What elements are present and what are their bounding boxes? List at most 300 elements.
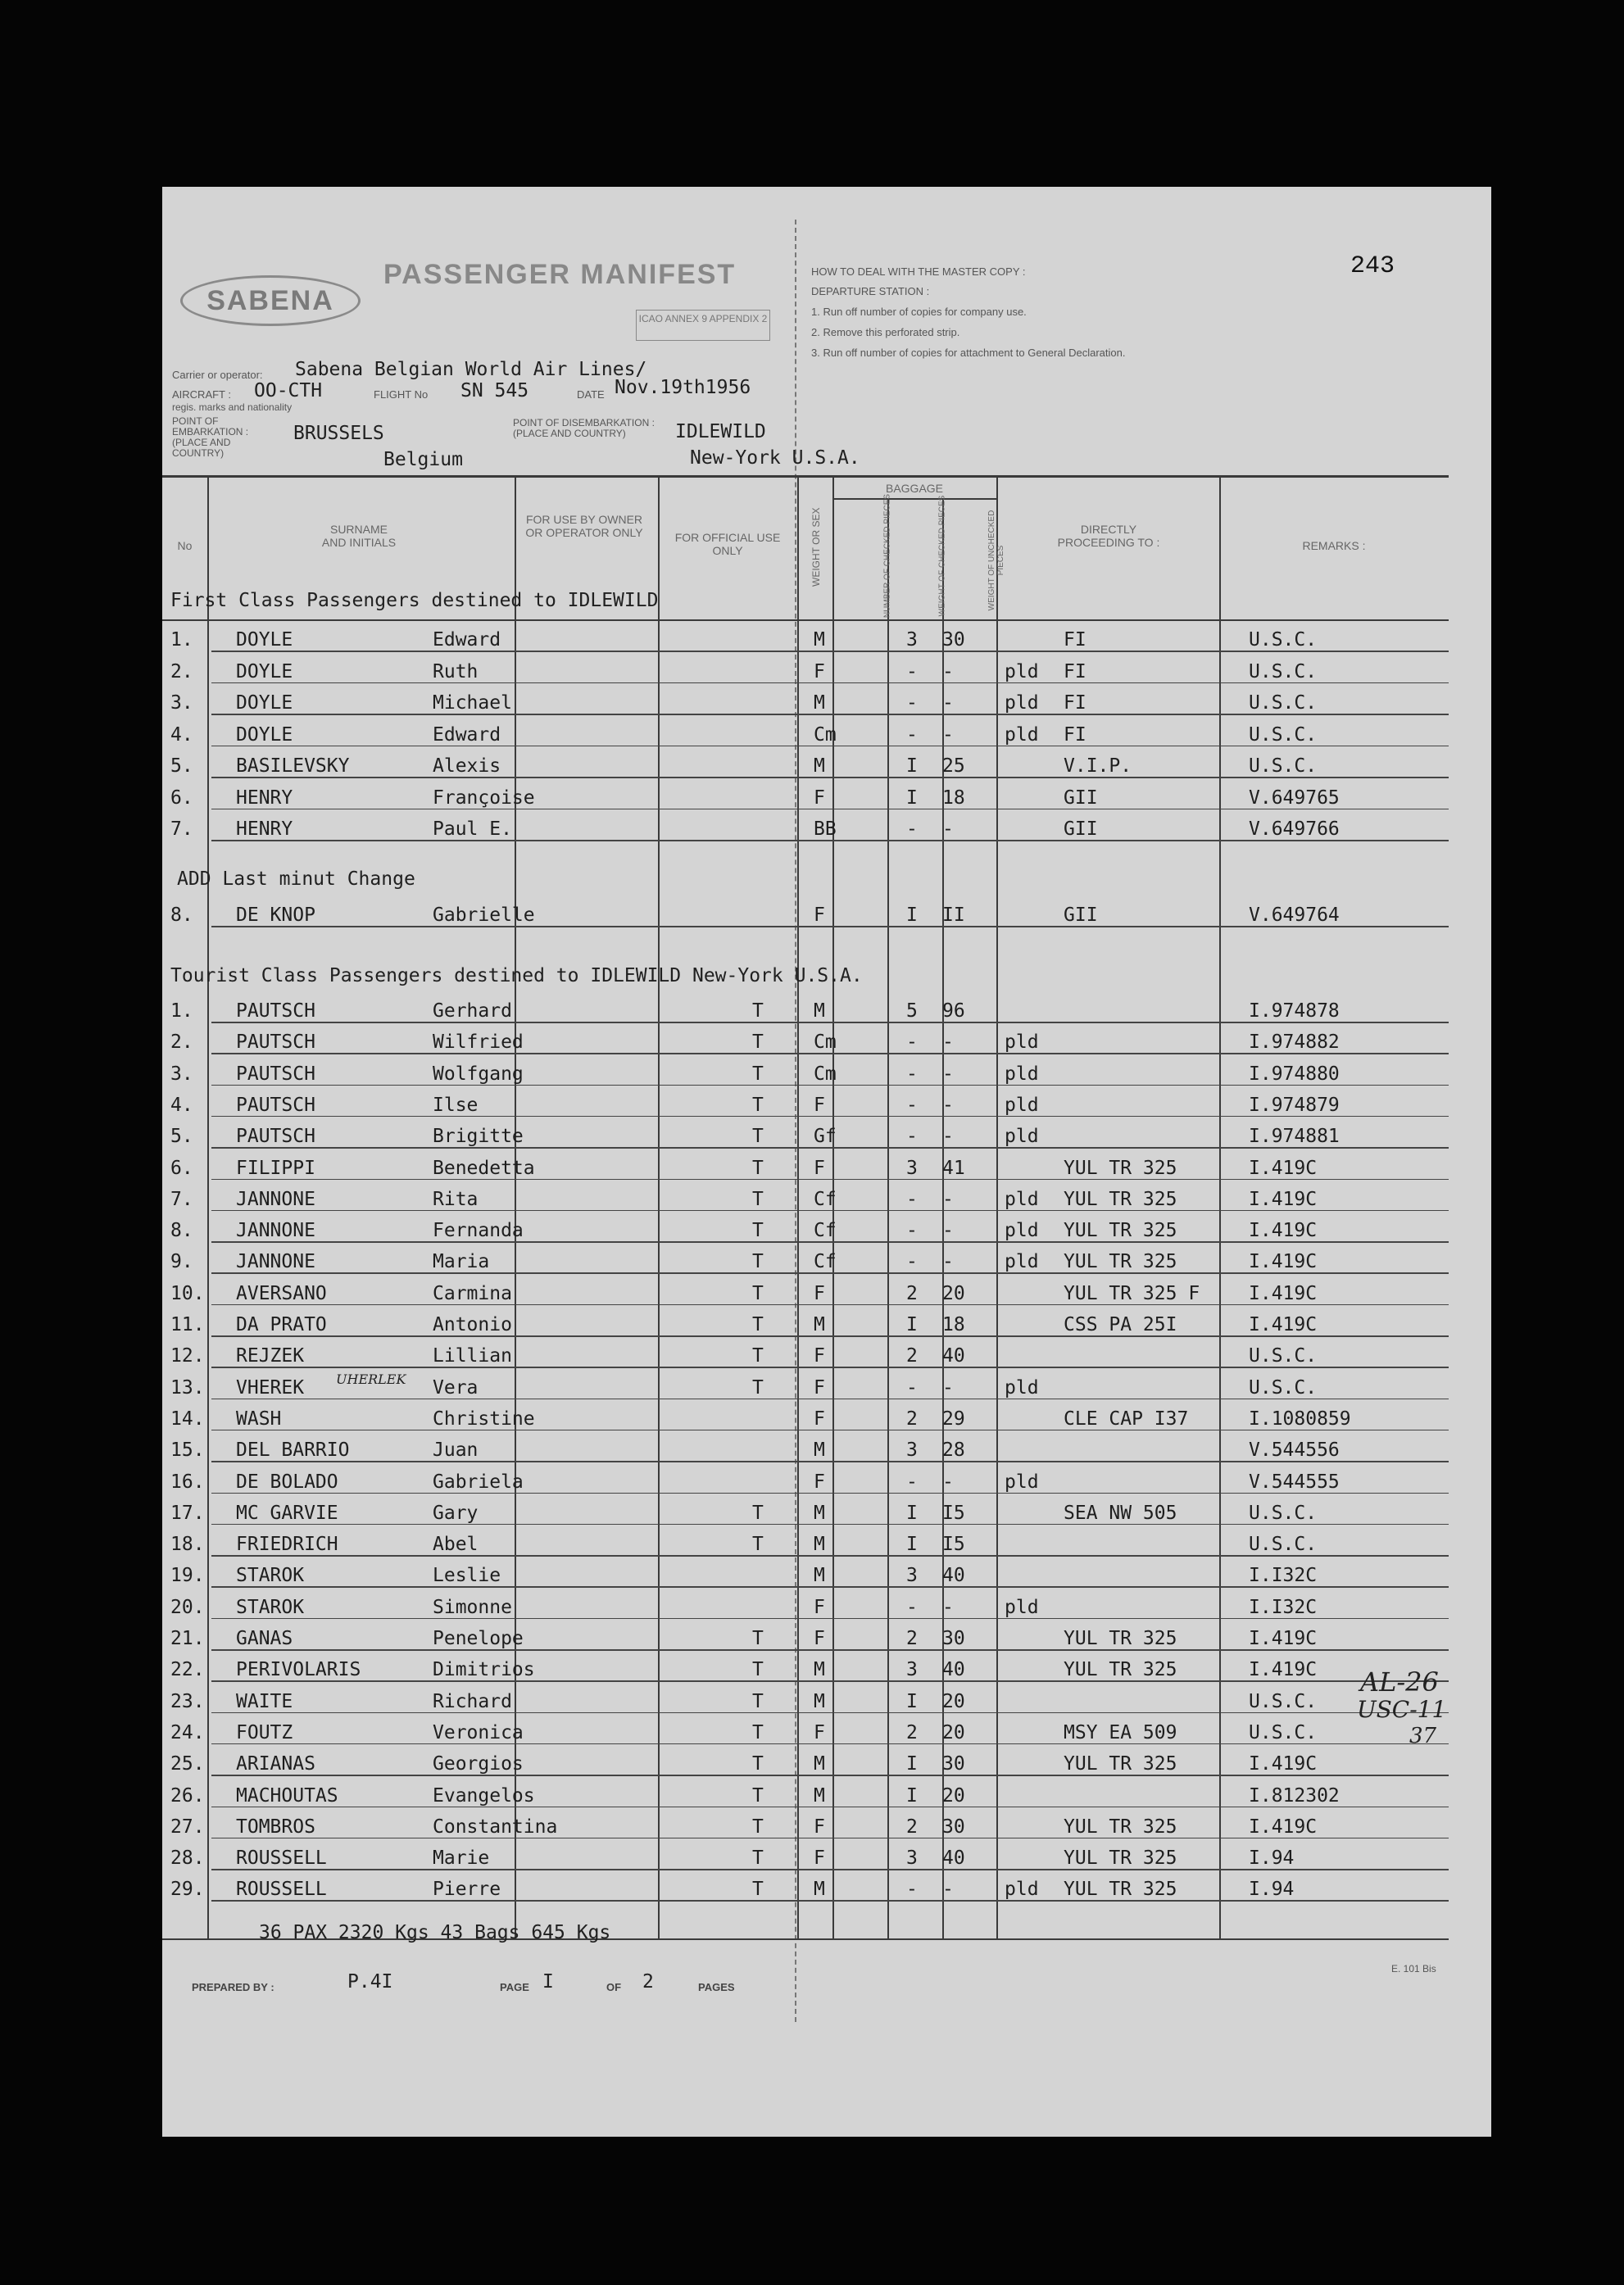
- cell-given: Leslie: [433, 1565, 501, 1587]
- cell-no: 21.: [170, 1628, 205, 1649]
- cell-cls: T: [752, 1816, 764, 1838]
- cell-dest: FI: [1064, 723, 1086, 746]
- cell-surname: DE BOLADO: [236, 1471, 338, 1493]
- cell-surname: DE KNOP: [236, 904, 315, 926]
- cell-sex: Cm: [814, 723, 837, 746]
- cell-given: Ruth: [433, 660, 479, 682]
- cell-wt: -: [942, 1188, 954, 1210]
- cell-remark: I.974881: [1249, 1126, 1340, 1148]
- passenger-row: [162, 1151, 1491, 1182]
- cell-cls: T: [752, 1094, 764, 1116]
- cell-dest: YUL TR 325: [1064, 1220, 1177, 1242]
- cell-surname: DA PRATO: [236, 1314, 327, 1335]
- cell-sex: Gf: [814, 1126, 837, 1148]
- cell-surname: PAUTSCH: [236, 1063, 315, 1085]
- cell-dest: YUL TR 325: [1064, 1188, 1177, 1210]
- row-rule: [211, 651, 1449, 652]
- passenger-row: [162, 1496, 1491, 1527]
- row-rule: [211, 1461, 1449, 1462]
- cell-remark: V.649765: [1249, 787, 1340, 809]
- cell-pcs: 3: [906, 1565, 918, 1587]
- cell-given: Maria: [433, 1251, 490, 1273]
- passenger-row: [162, 623, 1491, 654]
- cell-dest: FI: [1064, 660, 1086, 682]
- cell-sex: F: [814, 1628, 825, 1649]
- cell-no: 4.: [170, 723, 193, 746]
- disembark-country: New-York U.S.A.: [690, 447, 860, 469]
- cell-wt: -: [942, 1251, 954, 1273]
- cell-remark: U.S.C.: [1249, 1721, 1318, 1743]
- cell-pcs: I: [906, 1502, 918, 1524]
- cell-given: Alexis: [433, 755, 501, 777]
- cell-pcs: -: [906, 1471, 918, 1493]
- cell-wt: 30: [942, 1753, 965, 1775]
- cell-no: 25.: [170, 1753, 205, 1775]
- passenger-row: [162, 1779, 1491, 1810]
- cell-dest: MSY EA 509: [1064, 1721, 1177, 1743]
- col-proceeding-header: DIRECTLY PROCEEDING TO :: [1057, 523, 1160, 549]
- cell-no: 13.: [170, 1376, 205, 1399]
- row-rule: [211, 1775, 1449, 1776]
- cell-unchk: pld: [1005, 1126, 1039, 1148]
- cell-no: 18.: [170, 1534, 205, 1556]
- cell-wt: -: [942, 1063, 954, 1085]
- cell-cls: T: [752, 1879, 764, 1901]
- cell-remark: V.649766: [1249, 818, 1340, 840]
- cell-given: Michael: [433, 692, 512, 714]
- cell-surname: PAUTSCH: [236, 1031, 315, 1054]
- row-rule: [211, 714, 1449, 715]
- cell-remark: I.94: [1249, 1879, 1295, 1901]
- row-rule: [211, 1493, 1449, 1494]
- cell-sex: Cf: [814, 1251, 837, 1273]
- cell-wt: -: [942, 1376, 954, 1399]
- cell-surname: AVERSANO: [236, 1282, 327, 1304]
- instruction-step: 3. Run off number of copies for attachment to General Declaration.: [811, 347, 1126, 359]
- cell-sex: F: [814, 1721, 825, 1743]
- passenger-row: [162, 1653, 1491, 1684]
- cell-sex: F: [814, 787, 825, 809]
- cell-wt: 40: [942, 1659, 965, 1681]
- cell-surname: JANNONE: [236, 1220, 315, 1242]
- col-no-header: No: [177, 539, 193, 552]
- cell-no: 5.: [170, 755, 193, 777]
- cell-surname: BASILEVSKY: [236, 755, 350, 777]
- passenger-row: [162, 1245, 1491, 1276]
- cell-no: 16.: [170, 1471, 205, 1493]
- cell-cls: T: [752, 1031, 764, 1054]
- cell-no: 14.: [170, 1408, 205, 1430]
- passenger-row: [162, 1716, 1491, 1747]
- cell-pcs: -: [906, 723, 918, 746]
- cell-remark: I.419C: [1249, 1251, 1318, 1273]
- cell-remark: I.974880: [1249, 1063, 1340, 1085]
- cell-remark: V.544556: [1249, 1439, 1340, 1462]
- cell-wt: -: [942, 723, 954, 746]
- passenger-row: [162, 781, 1491, 812]
- cell-unchk: pld: [1005, 1063, 1039, 1085]
- cell-pcs: 3: [906, 1659, 918, 1681]
- cell-pcs: 3: [906, 1157, 918, 1179]
- flight-label: FLIGHT No: [374, 388, 429, 401]
- cell-sex: M: [814, 1784, 825, 1807]
- cell-pcs: I: [906, 787, 918, 809]
- cell-surname: PAUTSCH: [236, 1000, 315, 1022]
- cell-surname: ROUSSELL: [236, 1847, 327, 1870]
- cell-given: Veronica: [433, 1721, 524, 1743]
- cell-given: Juan: [433, 1439, 479, 1462]
- cell-surname: ARIANAS: [236, 1753, 315, 1775]
- cell-sex: M: [814, 1439, 825, 1462]
- cell-dest: YUL TR 325: [1064, 1847, 1177, 1870]
- cell-unchk: pld: [1005, 692, 1039, 714]
- cell-given: Wilfried: [433, 1031, 524, 1054]
- cell-surname: STAROK: [236, 1565, 305, 1587]
- cell-surname: DOYLE: [236, 629, 293, 651]
- cell-remark: U.S.C.: [1249, 692, 1318, 714]
- cell-remark: I.1080859: [1249, 1408, 1351, 1430]
- row-rule: [211, 1900, 1449, 1902]
- cell-no: 19.: [170, 1565, 205, 1587]
- cell-remark: I.419C: [1249, 1816, 1318, 1838]
- of-value: 2: [642, 1971, 654, 1993]
- prepared-value: P.4I: [347, 1971, 393, 1993]
- cell-unchk: pld: [1005, 1471, 1039, 1493]
- cell-remark: U.S.C.: [1249, 755, 1318, 777]
- row-rule: [211, 1304, 1449, 1306]
- handwritten-margin-note: 37: [1409, 1724, 1437, 1748]
- cell-given: Antonio: [433, 1314, 512, 1335]
- cell-sex: F: [814, 1094, 825, 1116]
- cell-cls: T: [752, 1690, 764, 1712]
- cell-cls: T: [752, 1063, 764, 1085]
- cell-dest: FI: [1064, 629, 1086, 651]
- passenger-row: [162, 1308, 1491, 1339]
- cell-wt: -: [942, 1471, 954, 1493]
- cell-wt: -: [942, 1220, 954, 1242]
- cell-no: 2.: [170, 660, 193, 682]
- cell-no: 10.: [170, 1282, 205, 1304]
- passenger-row: [162, 898, 1491, 929]
- cell-sex: M: [814, 1690, 825, 1712]
- cell-surname: DOYLE: [236, 723, 293, 746]
- cell-cls: T: [752, 1188, 764, 1210]
- cell-pcs: 2: [906, 1628, 918, 1649]
- cell-given: Gabrielle: [433, 904, 535, 926]
- cell-no: 29.: [170, 1879, 205, 1901]
- cell-pcs: I: [906, 1784, 918, 1807]
- cell-pcs: 5: [906, 1000, 918, 1022]
- aircraft-label: AIRCRAFT :: [172, 388, 231, 401]
- cell-remark: I.419C: [1249, 1282, 1318, 1304]
- cell-surname: HENRY: [236, 818, 293, 840]
- cell-cls: T: [752, 1659, 764, 1681]
- cell-dest: GII: [1064, 787, 1098, 809]
- cell-no: 7.: [170, 1188, 193, 1210]
- cell-no: 28.: [170, 1847, 205, 1870]
- cell-sex: F: [814, 904, 825, 926]
- sabena-logo: SABENA: [180, 275, 361, 326]
- row-rule: [211, 1743, 1449, 1745]
- cell-sex: F: [814, 1816, 825, 1838]
- cell-sex: M: [814, 1000, 825, 1022]
- cell-pcs: -: [906, 1126, 918, 1148]
- cell-cls: T: [752, 1251, 764, 1273]
- cell-given: Richard: [433, 1690, 512, 1712]
- cell-wt: 40: [942, 1345, 965, 1367]
- table-header-rule: [162, 619, 1449, 621]
- cell-cls: T: [752, 1721, 764, 1743]
- cell-pcs: I: [906, 1534, 918, 1556]
- cell-surname: MACHOUTAS: [236, 1784, 338, 1807]
- cell-unchk: pld: [1005, 1188, 1039, 1210]
- cell-remark: I.I32C: [1249, 1596, 1318, 1618]
- cell-pcs: -: [906, 1220, 918, 1242]
- col-checked-weight-header: WEIGHT OF CHECKED PIECES: [937, 495, 947, 617]
- cell-pcs: -: [906, 1063, 918, 1085]
- section-tourist-class: Tourist Class Passengers destined to IDLEWILD New-York U.S.A.: [170, 965, 863, 986]
- cell-given: Wolfgang: [433, 1063, 524, 1085]
- cell-surname: VHEREK: [236, 1376, 305, 1399]
- cell-remark: U.S.C.: [1249, 1345, 1318, 1367]
- cell-wt: 20: [942, 1784, 965, 1807]
- cell-given: Edward: [433, 723, 501, 746]
- row-rule: [211, 926, 1449, 927]
- cell-cls: T: [752, 1753, 764, 1775]
- cell-given: Georgios: [433, 1753, 524, 1775]
- passenger-row: [162, 749, 1491, 780]
- cell-dest: YUL TR 325: [1064, 1251, 1177, 1273]
- cell-given: Gary: [433, 1502, 479, 1524]
- cell-surname: STAROK: [236, 1596, 305, 1618]
- passenger-row: [162, 1057, 1491, 1088]
- cell-surname: GANAS: [236, 1628, 293, 1649]
- cell-cls: T: [752, 1628, 764, 1649]
- cell-pcs: -: [906, 660, 918, 682]
- cell-given: Pierre: [433, 1879, 501, 1901]
- cell-wt: 25: [942, 755, 965, 777]
- cell-sex: M: [814, 692, 825, 714]
- cell-wt: -: [942, 818, 954, 840]
- totals-line: 36 PAX 2320 Kgs 43 Bags 645 Kgs: [259, 1922, 611, 1943]
- cell-surname: FOUTZ: [236, 1721, 293, 1743]
- section-first-class: First Class Passengers destined to IDLEWILD: [170, 590, 659, 611]
- cell-given: Gerhard: [433, 1000, 512, 1022]
- cell-sex: F: [814, 1157, 825, 1179]
- passenger-row: [162, 1747, 1491, 1778]
- form-code: E. 101 Bis: [1391, 1963, 1436, 1974]
- row-rule: [211, 1241, 1449, 1243]
- cell-cls: T: [752, 1220, 764, 1242]
- col-weight-sex-header: WEIGHT OR SEX: [810, 507, 822, 587]
- passenger-row: [162, 1433, 1491, 1464]
- cell-wt: -: [942, 1094, 954, 1116]
- cell-pcs: I: [906, 1690, 918, 1712]
- cell-remark: V.649764: [1249, 904, 1340, 926]
- row-rule: [211, 746, 1449, 747]
- cell-given: Dimitrios: [433, 1659, 535, 1681]
- row-rule: [211, 682, 1449, 684]
- embark-label: POINT OF EMBARKATION : (PLACE AND COUNTRY): [172, 415, 249, 459]
- cell-dest: FI: [1064, 692, 1086, 714]
- cell-surname: PAUTSCH: [236, 1094, 315, 1116]
- passenger-row: [162, 718, 1491, 749]
- cell-cls: T: [752, 1126, 764, 1148]
- row-rule: [211, 1053, 1449, 1054]
- passenger-row: [162, 1621, 1491, 1653]
- page-label: PAGE: [500, 1981, 529, 1993]
- page-number: 243: [1350, 252, 1395, 280]
- cell-wt: I5: [942, 1534, 965, 1556]
- cell-pcs: 2: [906, 1721, 918, 1743]
- pages-label: PAGES: [698, 1981, 735, 1993]
- cell-remark: I.974879: [1249, 1094, 1340, 1116]
- row-rule: [211, 1618, 1449, 1620]
- cell-cls: T: [752, 1502, 764, 1524]
- cell-sex: F: [814, 660, 825, 682]
- cell-surname: WAITE: [236, 1690, 293, 1712]
- passenger-row: [162, 1088, 1491, 1119]
- cell-given: Evangelos: [433, 1784, 535, 1807]
- cell-sex: M: [814, 1534, 825, 1556]
- cell-pcs: 2: [906, 1408, 918, 1430]
- cell-cls: T: [752, 1345, 764, 1367]
- cell-surname: DEL BARRIO: [236, 1439, 350, 1462]
- passenger-row: [162, 1810, 1491, 1841]
- cell-surname: PERIVOLARIS: [236, 1659, 361, 1681]
- cell-unchk: pld: [1005, 1376, 1039, 1399]
- row-rule: [211, 809, 1449, 810]
- cell-no: 2.: [170, 1031, 193, 1054]
- cell-no: 23.: [170, 1690, 205, 1712]
- cell-surname: DOYLE: [236, 692, 293, 714]
- cell-no: 5.: [170, 1126, 193, 1148]
- disembark-label: POINT OF DISEMBARKATION : (PLACE AND COUNTRY): [513, 417, 655, 439]
- cell-remark: I.419C: [1249, 1314, 1318, 1335]
- cell-wt: 30: [942, 1628, 965, 1649]
- cell-sex: F: [814, 1282, 825, 1304]
- cell-given: Edward: [433, 629, 501, 651]
- row-rule: [211, 1399, 1449, 1400]
- cell-no: 26.: [170, 1784, 205, 1807]
- cell-pcs: I: [906, 1753, 918, 1775]
- cell-wt: 18: [942, 787, 965, 809]
- row-rule: [211, 1430, 1449, 1431]
- cell-given: Carmina: [433, 1282, 512, 1304]
- cell-surname: DOYLE: [236, 660, 293, 682]
- cell-wt: -: [942, 660, 954, 682]
- cell-cls: T: [752, 1376, 764, 1399]
- cell-given: Gabriela: [433, 1471, 524, 1493]
- passenger-row: [162, 1590, 1491, 1621]
- cell-no: 1.: [170, 629, 193, 651]
- row-rule: [211, 1869, 1449, 1870]
- cell-wt: -: [942, 692, 954, 714]
- cell-sex: M: [814, 1659, 825, 1681]
- cell-given: Marie: [433, 1847, 490, 1870]
- row-rule: [211, 1335, 1449, 1337]
- cell-surname: MC GARVIE: [236, 1502, 338, 1524]
- row-rule: [211, 1838, 1449, 1839]
- cell-given: Fernanda: [433, 1220, 524, 1242]
- cell-pcs: 2: [906, 1816, 918, 1838]
- col-baggage-header: BAGGAGE: [885, 482, 944, 495]
- cell-no: 12.: [170, 1345, 205, 1367]
- row-rule: [211, 1680, 1449, 1682]
- cell-wt: -: [942, 1031, 954, 1054]
- instruction-step: 1. Run off number of copies for company use.: [811, 306, 1027, 318]
- cell-unchk: pld: [1005, 1220, 1039, 1242]
- carrier-label: Carrier or operator:: [172, 369, 263, 381]
- row-rule: [211, 1085, 1449, 1086]
- cell-wt: -: [942, 1879, 954, 1901]
- cell-wt: 28: [942, 1439, 965, 1462]
- cell-surname: FRIEDRICH: [236, 1534, 338, 1556]
- cell-sex: M: [814, 1879, 825, 1901]
- cell-sex: F: [814, 1471, 825, 1493]
- section-add-change: ADD Last minut Change: [177, 868, 415, 890]
- col-checked-pieces-header: NUMBER OF CHECKED PIECES: [882, 493, 892, 619]
- col-unchecked-weight-header: WEIGHT OF UNCHECKED PIECES: [987, 510, 1005, 611]
- passenger-row: [162, 812, 1491, 843]
- cell-pcs: -: [906, 1094, 918, 1116]
- handwritten-correction: UHERLEK: [336, 1371, 406, 1387]
- cell-dest: GII: [1064, 904, 1098, 926]
- cell-pcs: -: [906, 1376, 918, 1399]
- cell-remark: U.S.C.: [1249, 660, 1318, 682]
- regis-label: regis. marks and nationality: [172, 401, 293, 413]
- cell-dest: YUL TR 325: [1064, 1816, 1177, 1838]
- cell-pcs: I: [906, 755, 918, 777]
- of-label: OF: [606, 1981, 622, 1993]
- row-rule: [211, 1116, 1449, 1118]
- cell-no: 6.: [170, 1157, 193, 1179]
- cell-wt: 29: [942, 1408, 965, 1430]
- cell-dest: V.I.P.: [1064, 755, 1132, 777]
- cell-dest: YUL TR 325 F: [1064, 1282, 1200, 1304]
- cell-wt: II: [942, 904, 965, 926]
- cell-sex: M: [814, 1565, 825, 1587]
- cell-remark: I.419C: [1249, 1188, 1318, 1210]
- cell-unchk: pld: [1005, 1596, 1039, 1618]
- cell-given: Simonne: [433, 1596, 512, 1618]
- cell-dest: YUL TR 325: [1064, 1879, 1177, 1901]
- cell-wt: 40: [942, 1847, 965, 1870]
- cell-wt: I5: [942, 1502, 965, 1524]
- passenger-row: [162, 1276, 1491, 1308]
- cell-surname: ROUSSELL: [236, 1879, 327, 1901]
- cell-given: Paul E.: [433, 818, 512, 840]
- date-label: DATE: [577, 388, 605, 401]
- cell-cls: T: [752, 1000, 764, 1022]
- cell-sex: M: [814, 1753, 825, 1775]
- cell-no: 1.: [170, 1000, 193, 1022]
- cell-pcs: 3: [906, 629, 918, 651]
- cell-sex: M: [814, 1314, 825, 1335]
- cell-given: Abel: [433, 1534, 479, 1556]
- cell-sex: Cm: [814, 1063, 837, 1085]
- row-rule: [211, 1807, 1449, 1808]
- cell-sex: F: [814, 1596, 825, 1618]
- cell-given: Constantina: [433, 1816, 558, 1838]
- cell-no: 3.: [170, 692, 193, 714]
- cell-wt: 20: [942, 1282, 965, 1304]
- cell-cls: T: [752, 1157, 764, 1179]
- row-rule: [211, 1555, 1449, 1557]
- cell-dest: SEA NW 505: [1064, 1502, 1177, 1524]
- cell-wt: 20: [942, 1721, 965, 1743]
- page-value: I: [542, 1971, 554, 1993]
